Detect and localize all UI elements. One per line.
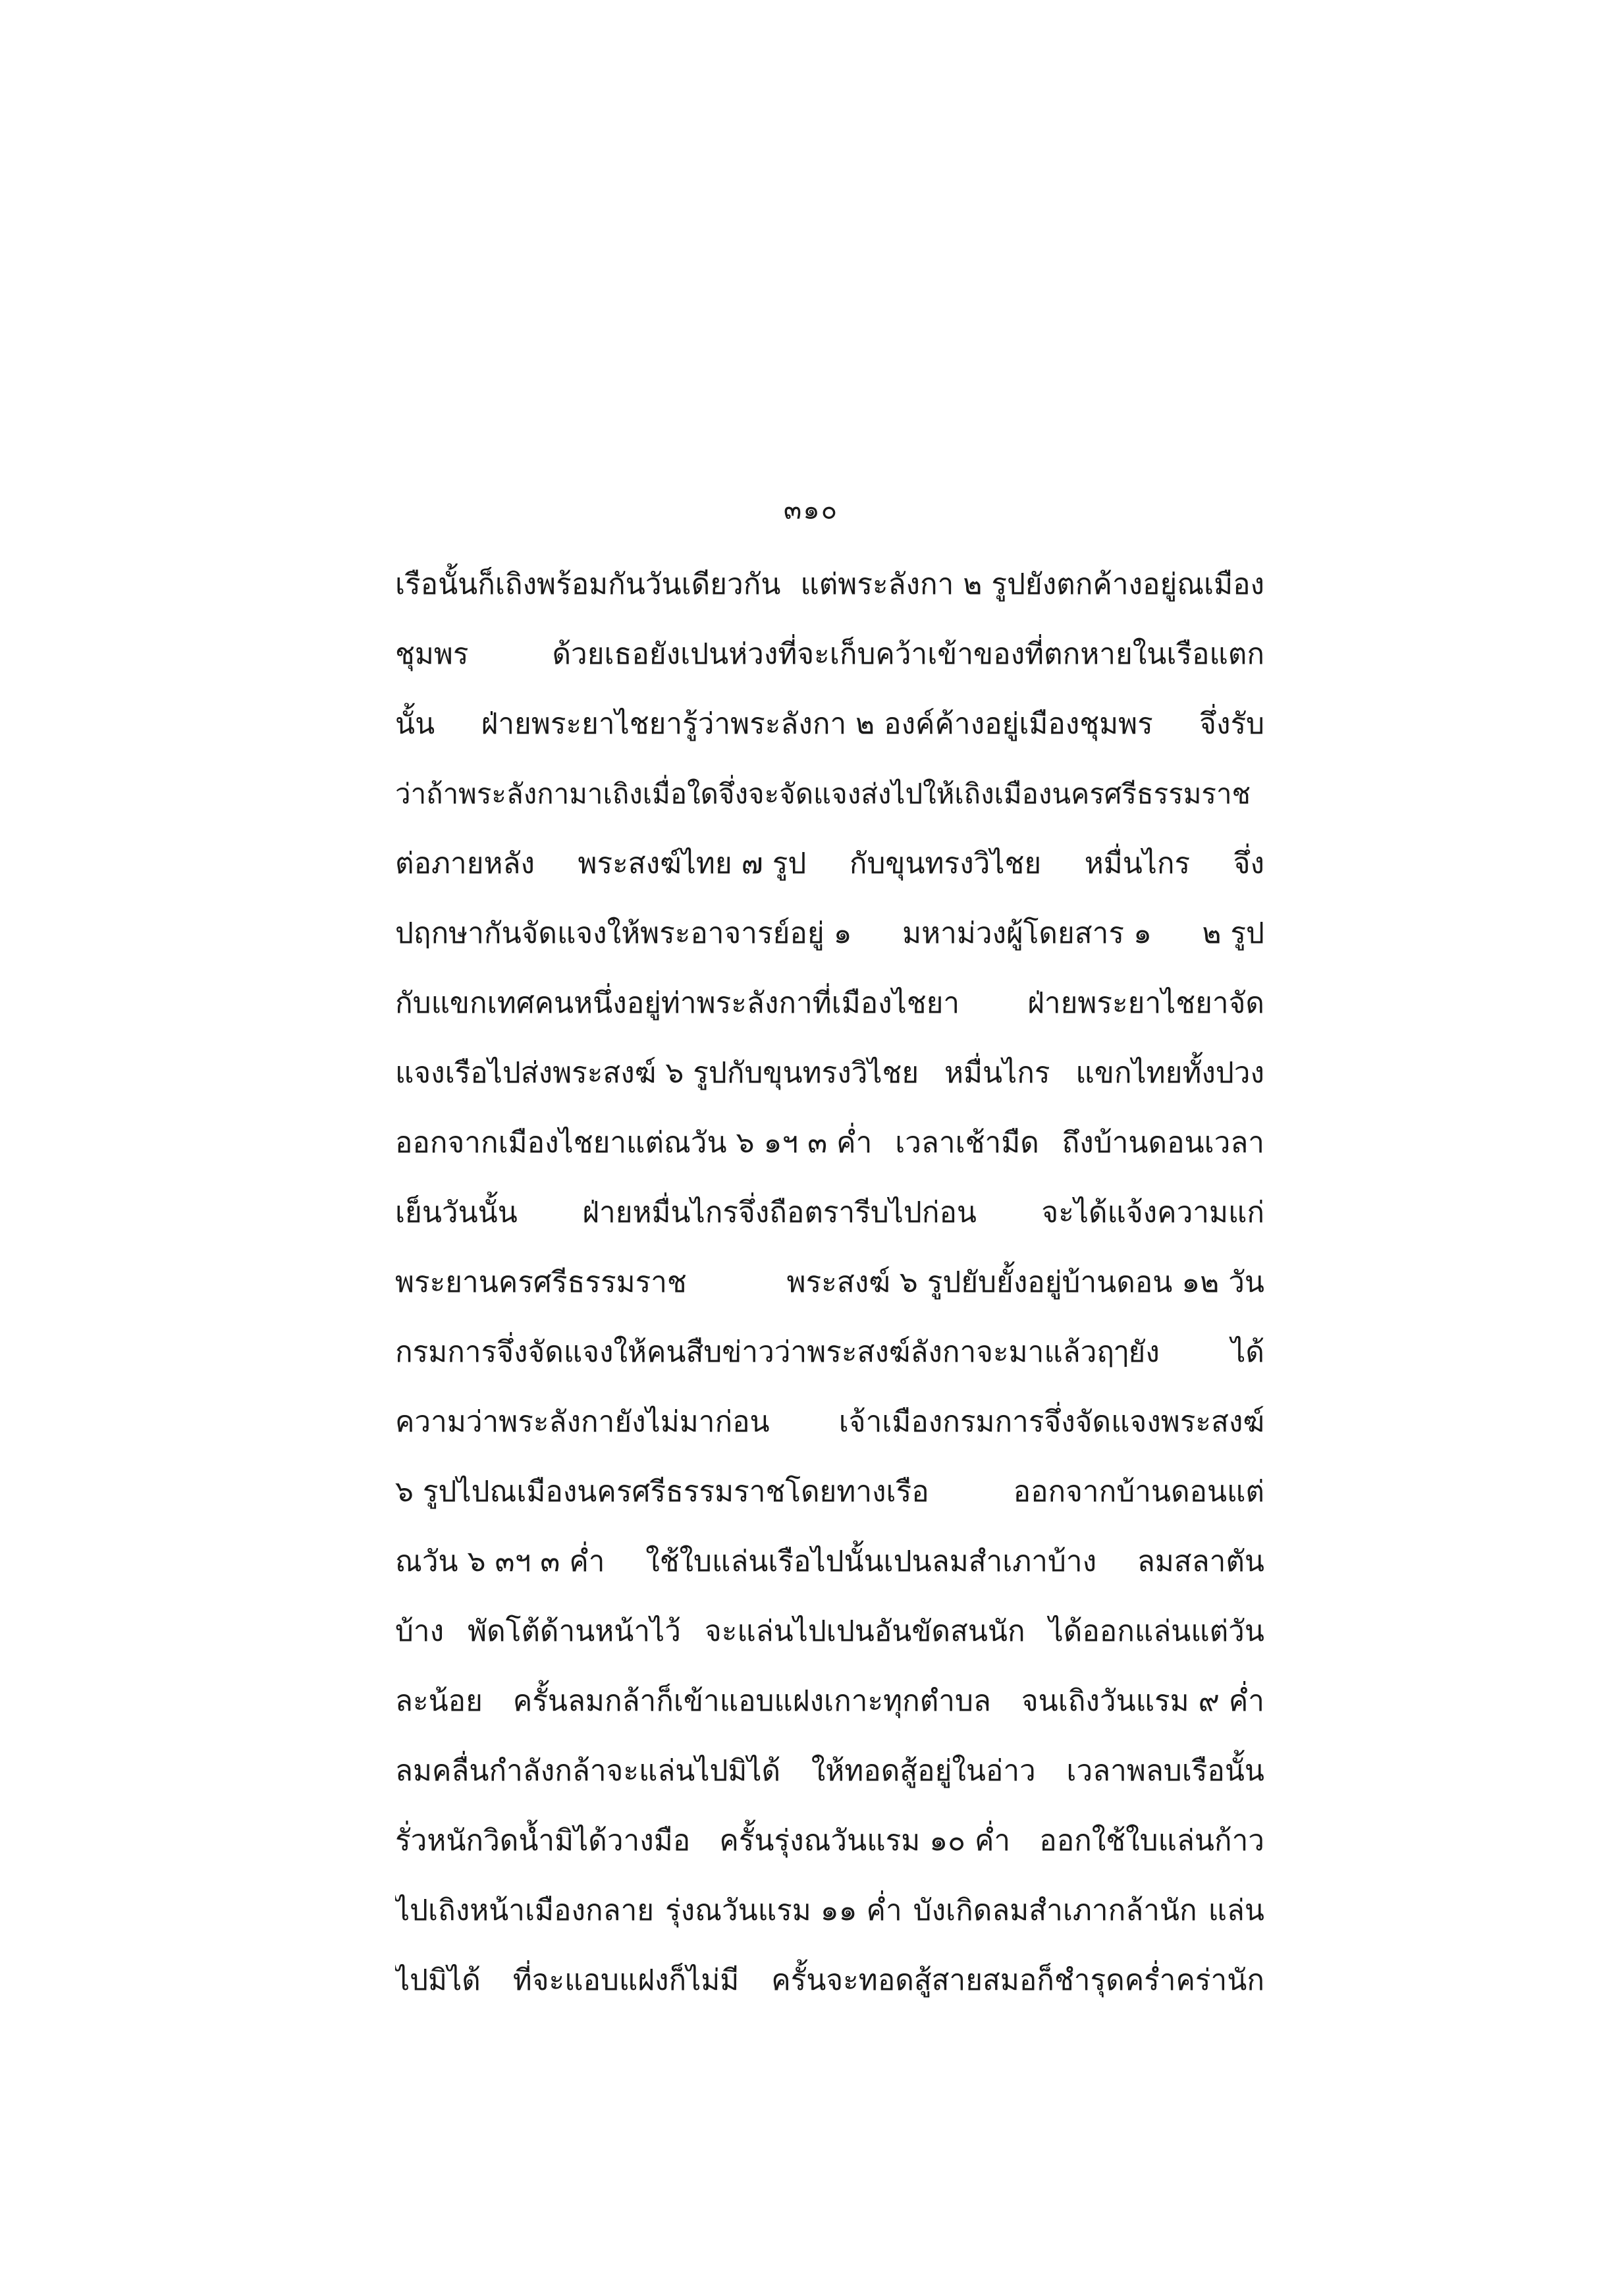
text-segment: แล่น (1208, 1894, 1264, 1927)
text-line (395, 1038, 1264, 1108)
text-segment: มหาม่วงผู้โดยสาร ๑ (902, 917, 1152, 950)
text-segment: รั่วหนักวิดน้ำมิได้วางมือ (395, 1824, 691, 1857)
text-segment: รุ่งณวันแรม ๑๑ ค่ำ (665, 1894, 902, 1927)
text-line (395, 1806, 1264, 1876)
text-line (395, 1318, 1264, 1387)
text-segment: ออกจากบ้านดอนแต่ (1013, 1475, 1264, 1508)
text-line (395, 620, 1264, 689)
text-line (395, 1457, 1264, 1527)
text-segment: ได้ (1231, 1335, 1264, 1369)
text-segment: ชุมพร (395, 637, 469, 671)
text-segment: ๖ รูปไปณเมืองนครศรีธรรมราชโดยทางเรือ (395, 1475, 929, 1508)
text-line (395, 1178, 1264, 1248)
text-segment: นั้น (395, 707, 435, 741)
text-segment: พระสงฆ์ไทย ๗ รูป (578, 847, 807, 880)
text-segment: ลมคลื่นกำลังกล้าจะแล่นไปมิได้ (395, 1754, 781, 1788)
text-segment: จึ่ง (1233, 847, 1264, 880)
text-segment: จะได้แจ้งความแก่ (1041, 1196, 1264, 1229)
text-segment: แต่พระลังกา ๒ รูปยังตกค้างอยู่ณเมือง (800, 568, 1264, 601)
text-line (395, 829, 1264, 899)
text-segment: เรือนั้นก็เถิงพร้อมกันวันเดียวกัน (395, 568, 781, 601)
text-segment: จนเถิงวันแรม ๙ ค่ำ (1021, 1684, 1264, 1718)
text-segment: บ้าง (395, 1615, 445, 1648)
text-segment: ละน้อย (395, 1684, 483, 1718)
text-segment: เวลาพลบเรือนั้น (1066, 1754, 1264, 1788)
text-segment: กับขุนทรงวิไชย (849, 847, 1042, 880)
text-line (395, 759, 1264, 829)
text-line (395, 899, 1264, 969)
text-line (395, 1667, 1264, 1736)
text-line (395, 550, 1264, 620)
text-segment: ได้ออกแล่นแต่วัน (1048, 1615, 1264, 1648)
text-segment: ๒ รูป (1202, 917, 1264, 950)
text-segment: ว่าถ้าพระลังกามาเถิงเมื่อใดจึ่งจะจัดแจงส่งไปให้เถิงเมืองนครศรีธรรมราช (395, 778, 1251, 810)
text-segment: หมื่นไกร (1084, 847, 1191, 880)
text-segment: บังเกิดลมสำเภากล้านัก (913, 1894, 1197, 1927)
text-segment: หมื่นไกร (944, 1056, 1050, 1090)
text-segment: ลมสลาตัน (1137, 1545, 1264, 1578)
text-segment: ไปมิได้ (395, 1963, 481, 1997)
text-line (395, 1876, 1264, 1946)
text-line (395, 1108, 1264, 1178)
text-segment: กับแขกเทศคนหนึ่งอยู่ท่าพระลังกาที่เมืองไชยา (395, 986, 960, 1020)
text-segment: ต่อภายหลัง (395, 847, 535, 880)
text-segment: ฝ่ายพระยาไชยาจัด (1027, 986, 1264, 1020)
text-line (395, 969, 1264, 1038)
page-number: ๓๑๐ (783, 495, 839, 525)
text-segment: ปฤกษากันจัดแจงให้พระอาจารย์อยู่ ๑ (395, 917, 852, 950)
text-line (395, 689, 1264, 759)
text-segment: ไปเถิงหน้าเมืองกลาย (395, 1894, 655, 1927)
text-segment: ใช้ใบแล่นเรือไปนั้นเปนลมสำเภาบ้าง (645, 1545, 1097, 1578)
text-segment: เย็นวันนั้น (395, 1196, 518, 1229)
text-segment: ฝ่ายพระยาไชยารู้ว่าพระลังกา ๒ องค์ค้างอยู่เมืองชุมพร (481, 707, 1153, 741)
text-line (395, 1248, 1264, 1318)
text-segment: ด้วยเธอยังเปนห่วงที่จะเก็บคว้าเข้าของที่ตกหายในเรือแตก (552, 637, 1264, 671)
text-line (395, 1736, 1264, 1806)
text-segment: ครั้นรุ่งณวันแรม ๑๐ ค่ำ (719, 1824, 1011, 1857)
text-segment: ครั้นจะทอดสู้สายสมอก็ชำรุดคร่ำคร่านัก (771, 1963, 1264, 1997)
text-line (395, 1527, 1264, 1597)
text-segment: ณวัน ๖ ๓ฯ ๓ ค่ำ (395, 1545, 605, 1578)
text-segment: พระยานครศรีธรรมราช (395, 1266, 687, 1299)
text-segment: แขกไทยทั้งปวง (1075, 1056, 1264, 1090)
text-segment: ถึงบ้านดอนเวลา (1062, 1126, 1264, 1160)
text-segment: ออกใช้ใบแล่นก้าว (1039, 1824, 1264, 1857)
text-segment: พัดโต้ด้านหน้าไว้ (468, 1615, 681, 1648)
body-text (395, 550, 1264, 2016)
text-segment: เจ้าเมืองกรมการจึ่งจัดแจงพระสงฆ์ (838, 1405, 1264, 1439)
text-segment: ให้ทอดสู้อยู่ในอ่าว (811, 1754, 1036, 1788)
text-segment: จะแล่นไปเปนอันขัดสนนัก (704, 1615, 1025, 1648)
text-segment: จึ่งรับ (1199, 707, 1264, 741)
text-segment: ฝ่ายหมื่นไกรจึ่งถือตรารีบไปก่อน (582, 1196, 977, 1229)
text-segment: ที่จะแอบแฝงก็ไม่มี (512, 1963, 740, 1997)
text-line (395, 1597, 1264, 1667)
text-segment: ครั้นลมกล้าก็เข้าแอบแฝงเกาะทุกตำบล (512, 1684, 991, 1718)
text-line (395, 1946, 1264, 2016)
text-segment: เวลาเช้ามืด (895, 1126, 1039, 1160)
text-segment: ออกจากเมืองไชยาแต่ณวัน ๖ ๑ฯ ๓ ค่ำ (395, 1126, 873, 1160)
text-segment: พระสงฆ์ ๖ รูปยับยั้งอยู่บ้านดอน ๑๒ วัน (786, 1266, 1264, 1299)
text-segment: ความว่าพระลังกายังไม่มาก่อน (395, 1405, 770, 1439)
text-line (395, 1387, 1264, 1457)
text-segment: แจงเรือไปส่งพระสงฆ์ ๖ รูปกับขุนทรงวิไชย (395, 1056, 919, 1090)
text-segment: กรมการจึ่งจัดแจงให้คนสืบข่าวว่าพระสงฆ์ลังกาจะมาแล้วฤๅยัง (395, 1335, 1160, 1369)
